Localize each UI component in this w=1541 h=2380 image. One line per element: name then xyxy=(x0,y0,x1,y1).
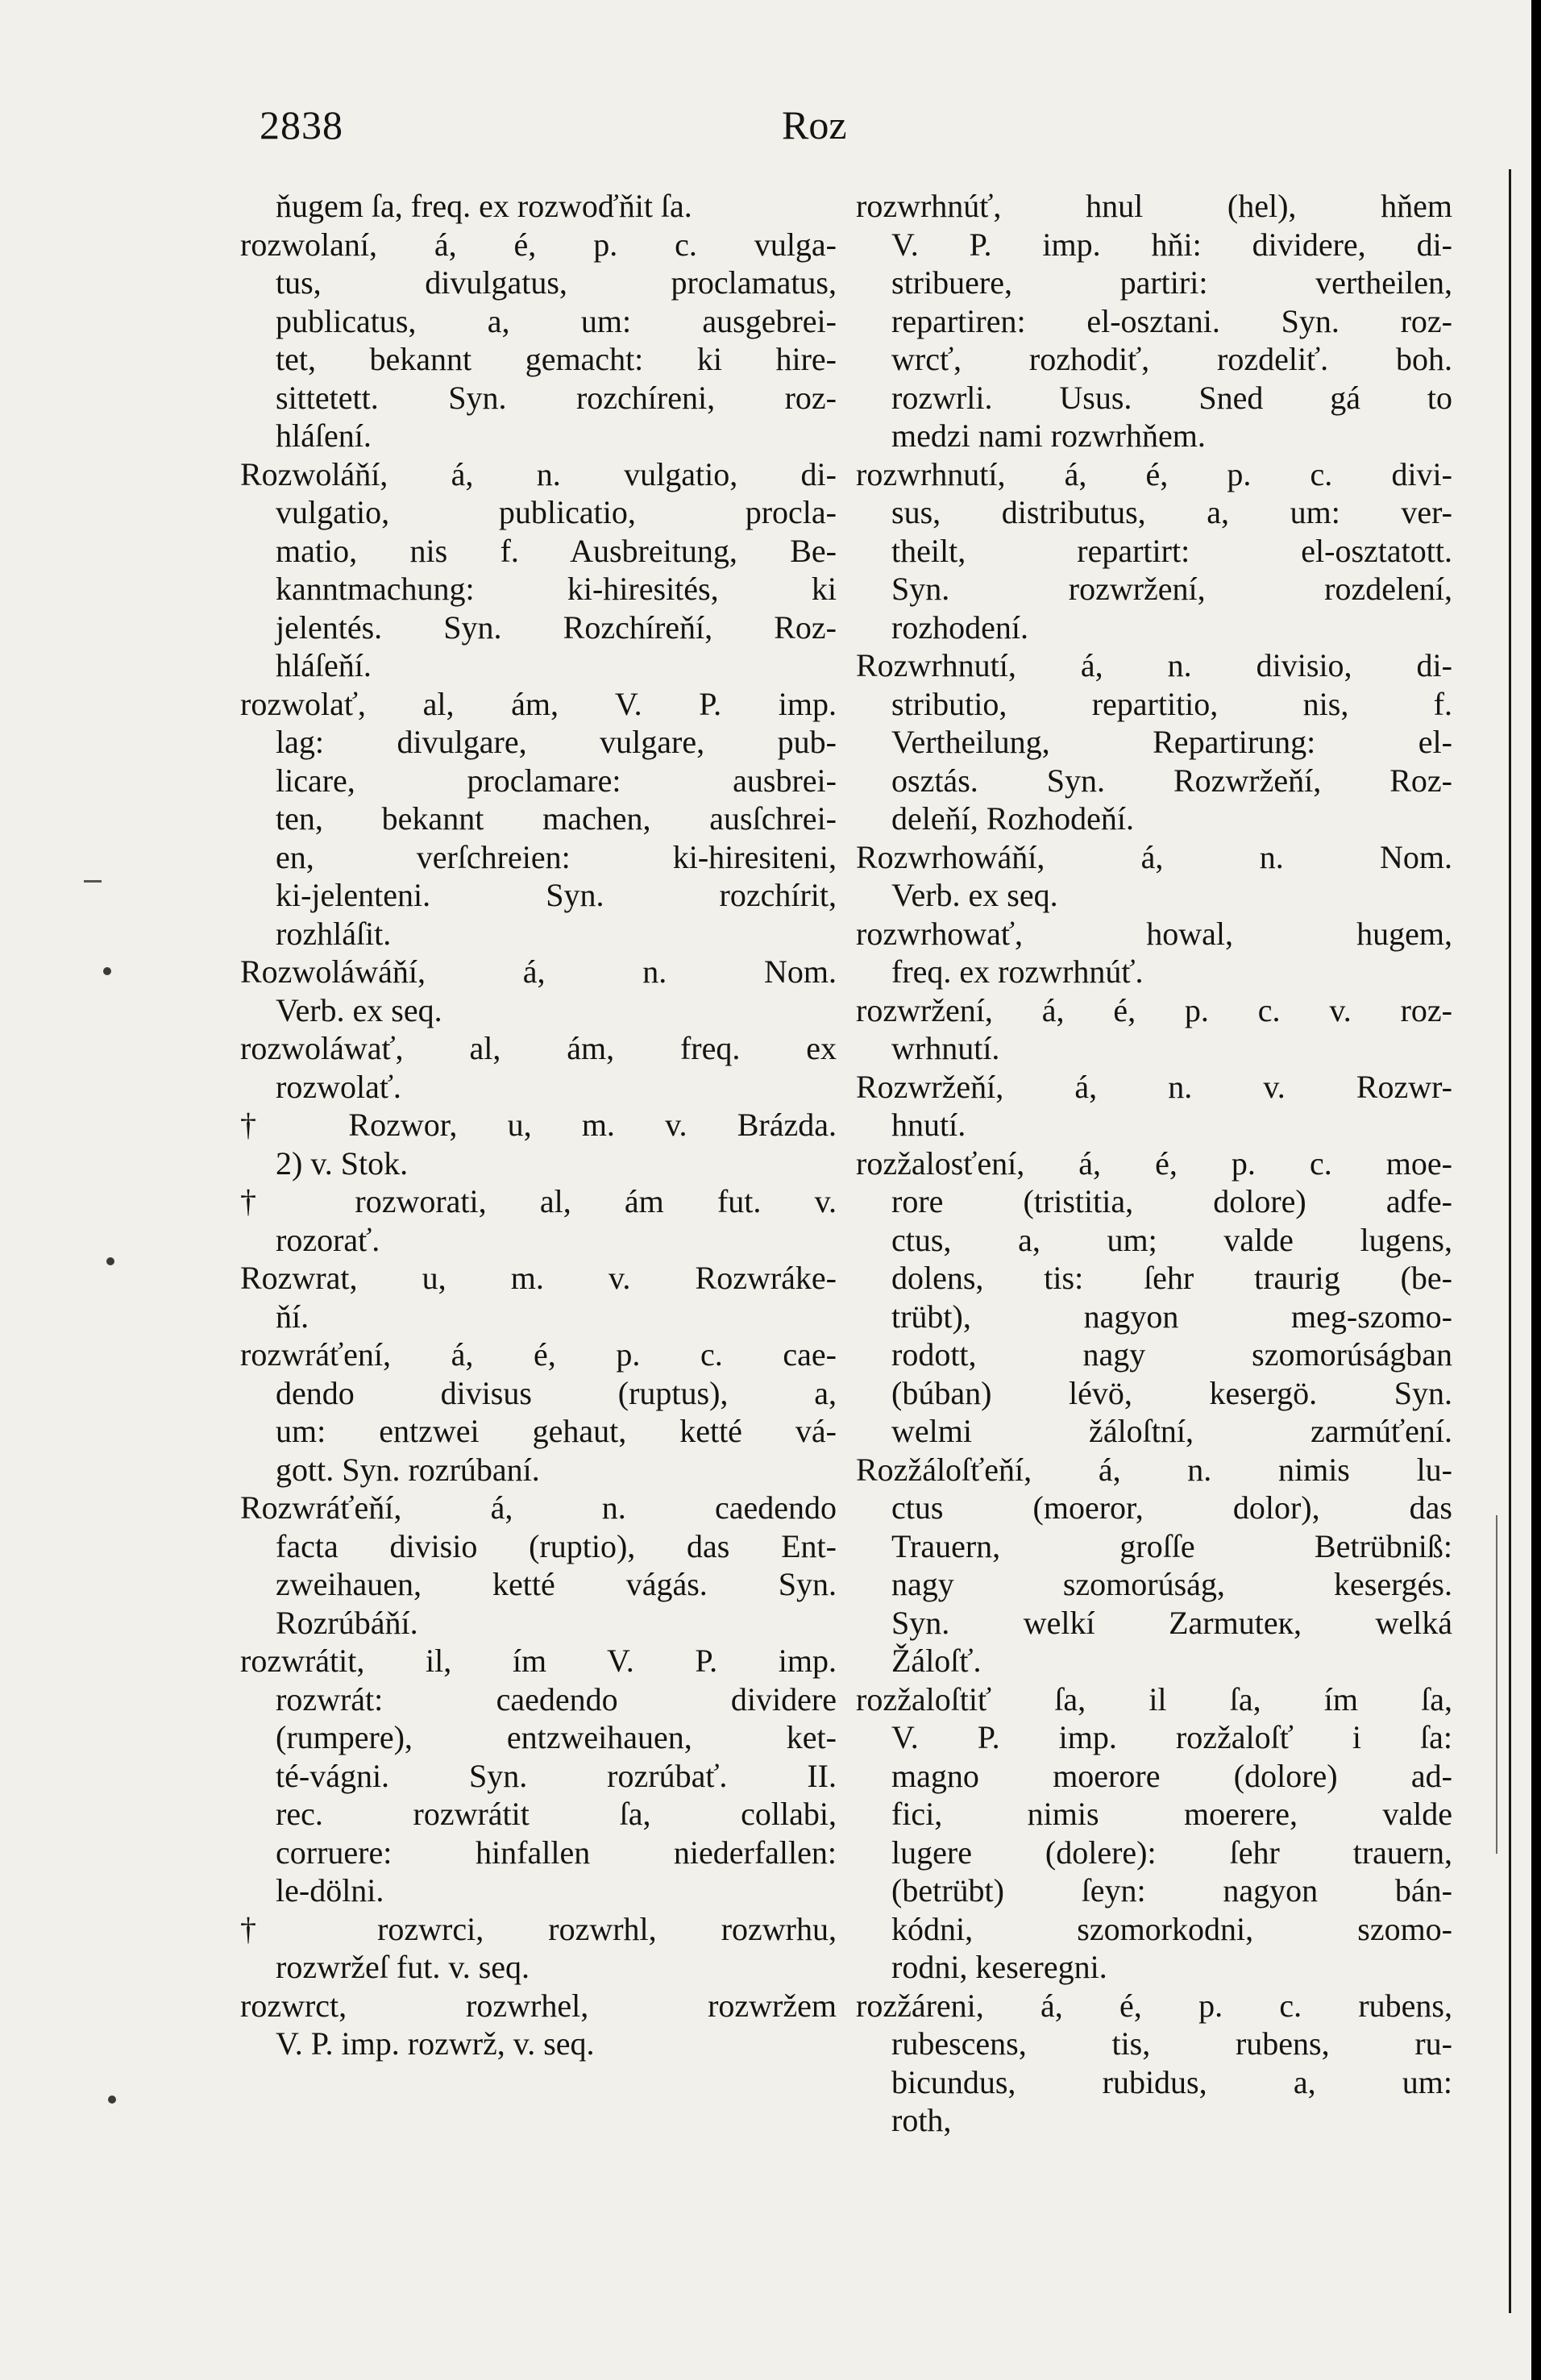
entry-line: rozwrhnutí, á, é, p. c. divi- xyxy=(856,455,1452,492)
entry-line: osztás. Syn. Rozwržeňí, Roz- xyxy=(891,762,1452,799)
entry-line: tus, divulgatus, proclamatus, xyxy=(276,264,837,301)
entry-line: sus, distributus, a, um: ver- xyxy=(891,494,1452,530)
entry-line: rozžalosťení, á, é, p. c. moe- xyxy=(856,1144,1452,1182)
entry-line: dendo divisus (ruptus), a, xyxy=(276,1374,837,1411)
entry-line: V. P. imp. rozžaloſť i ſa: xyxy=(891,1719,1452,1755)
entry-line: lag: divulgare, vulgare, pub- xyxy=(276,724,837,760)
binding-edge-line xyxy=(1509,169,1511,2313)
entry-line: rozwráťení, á, é, p. c. cae- xyxy=(240,1336,837,1373)
entry-line: theilt, repartirt: el-osztatott. xyxy=(891,532,1452,569)
entry-line: magno moerore (dolore) ad- xyxy=(891,1757,1452,1794)
entry-line: rozwrhowať, howal, hugem, xyxy=(856,915,1452,952)
entry-line: Vertheilung, Repartirung: el- xyxy=(891,724,1452,760)
entry-line: V. P. imp. rozwrž, v. seq. xyxy=(276,2025,595,2062)
entry-line: freq. ex rozwrhnúť. xyxy=(891,953,1144,990)
binding-shadow-line xyxy=(1496,1515,1497,1854)
entry-line: kódni, szomorkodni, szomo- xyxy=(891,1910,1452,1947)
entry-line: (búban) lévö, kesergö. Syn. xyxy=(891,1374,1452,1411)
entry-line: rozwoláwať, al, ám, freq. ex xyxy=(240,1030,837,1066)
entry-line: Žáloſť. xyxy=(891,1643,982,1679)
entry-line: Rozwoláňí, á, n. vulgatio, di- xyxy=(240,455,837,492)
entry-line: trübt), nagyon meg-szomo- xyxy=(891,1298,1452,1335)
entry-line: rec. rozwrátit ſa, collabi, xyxy=(276,1796,837,1832)
entry-line: Rozwrat, u, m. v. Rozwráke- xyxy=(240,1260,837,1296)
entry-line: ctus (moeror, dolor), das xyxy=(891,1489,1452,1526)
entry-line: medzi nami rozwrhňem. xyxy=(891,417,1206,454)
entry-line: rozwolaní, á, é, p. c. vulga- xyxy=(240,226,837,263)
entry-line: licare, proclamare: ausbrei- xyxy=(276,762,837,799)
entry-line: Trauern, groſſe Betrübniß: xyxy=(891,1527,1452,1564)
entry-line: Verb. ex seq. xyxy=(891,877,1058,913)
entry-line: † rozworati, al, ám fut. v. xyxy=(240,1183,837,1219)
entry-line: fici, nimis moerere, valde xyxy=(891,1796,1452,1832)
page-number: 2838 xyxy=(260,102,343,147)
entry-line: rozwolať, al, ám, V. P. imp. xyxy=(240,685,837,722)
entry-line: rodott, nagy szomorúságban xyxy=(891,1336,1452,1373)
entry-line: rubescens, tis, rubens, ru- xyxy=(891,2025,1452,2062)
page-speck xyxy=(106,1257,114,1265)
entry-line: † Rozwor, u, m. v. Brázda. xyxy=(240,1107,837,1143)
entry-line: rozwrhnúť, hnul (hel), hňem xyxy=(856,188,1452,224)
entry-line: matio, nis f. Ausbreitung, Be- xyxy=(276,532,837,569)
entry-line: welmi žáloſtní, zarmúťení. xyxy=(891,1413,1452,1449)
entry-line: lugere (dolere): ſehr trauern, xyxy=(891,1834,1452,1871)
entry-line: V. P. imp. hňi: dividere, di- xyxy=(891,226,1452,263)
entry-line: rozžaloſtiť ſa, il ſa, ím ſa, xyxy=(856,1680,1452,1718)
entry-line: le-dölni. xyxy=(276,1872,384,1909)
entry-line: rozhodení. xyxy=(891,608,1028,646)
entry-line: Rozwrhnutí, á, n. divisio, di- xyxy=(856,647,1452,683)
entry-line: gott. Syn. rozrúbaní. xyxy=(276,1451,540,1488)
entry-line: ňugem ſa, freq. ex rozwoďňit ſa. xyxy=(276,188,692,224)
entry-line: jelentés. Syn. Rozchíreňí, Roz- xyxy=(276,608,837,646)
entry-line: (betrübt) ſeyn: nagyon bán- xyxy=(891,1872,1452,1909)
entry-line: nagy szomorúság, kesergés. xyxy=(891,1566,1452,1602)
entry-line: rozorať. xyxy=(276,1221,380,1258)
entry-line: rozwrát: caedendo dividere xyxy=(276,1680,837,1718)
left-column xyxy=(240,187,837,2063)
entry-line: rozwrct, rozwrhel, rozwržem xyxy=(240,1987,837,2024)
entry-line: rozhláſit. xyxy=(276,915,392,952)
page-mark xyxy=(84,880,102,883)
entry-line: (rumpere), entzweihauen, ket- xyxy=(276,1719,837,1755)
entry-line: roth, xyxy=(891,2102,952,2138)
entry-line: tet, bekannt gemacht: ki hire- xyxy=(276,341,837,377)
page-speck xyxy=(108,2095,116,2104)
entry-line: rozwrátit, il, ím V. P. imp. xyxy=(240,1643,837,1679)
right-column xyxy=(856,187,1452,2140)
entry-line: 2) v. Stok. xyxy=(276,1144,409,1182)
entry-line: repartiren: el-osztani. Syn. roz- xyxy=(891,302,1452,339)
entry-line: † rozwrci, rozwrhl, rozwrhu, xyxy=(240,1910,837,1947)
entry-line: rozwržeſ fut. v. seq. xyxy=(276,1949,530,1985)
entry-line: sittetett. Syn. rozchíreni, roz- xyxy=(276,379,837,416)
running-head: Roz xyxy=(782,102,847,147)
entry-line: Rozwoláwáňí, á, n. Nom. xyxy=(240,953,837,990)
entry-line: corruere: hinfallen niederfallen: xyxy=(276,1834,837,1871)
entry-line: dolens, tis: ſehr traurig (be- xyxy=(891,1260,1452,1296)
entry-line: Syn. welkí Zarmuteк, welká xyxy=(891,1604,1452,1641)
entry-line: hláſeňí. xyxy=(276,647,372,683)
entry-line: kanntmachung: ki-hiresités, ki xyxy=(276,571,837,607)
entry-line: facta divisio (ruptio), das Ent- xyxy=(276,1527,837,1564)
entry-line: ctus, a, um; valde lugens, xyxy=(891,1221,1452,1258)
entry-line: té-vágni. Syn. rozrúbať. II. xyxy=(276,1757,837,1794)
entry-line: Rozwrhowáňí, á, n. Nom. xyxy=(856,838,1452,875)
entry-line: deleňí, Rozhodeňí. xyxy=(891,800,1135,837)
entry-line: rozžáreni, á, é, p. c. rubens, xyxy=(856,1987,1452,2024)
entry-line: um: entzwei gehaut, ketté vá- xyxy=(276,1413,837,1449)
entry-line: zweihauen, ketté vágás. Syn. xyxy=(276,1566,837,1602)
entry-line: hláſení. xyxy=(276,417,372,454)
entry-line: Syn. rozwržení, rozdelení, xyxy=(891,571,1452,607)
entry-line: rozwržení, á, é, p. c. v. roz- xyxy=(856,991,1452,1028)
entry-line: rozwrli. Usus. Sned gá to xyxy=(891,379,1452,416)
entry-line: stribuere, partiri: vertheilen, xyxy=(891,264,1452,301)
entry-line: rozwolať. xyxy=(276,1068,401,1105)
entry-line: Rozžáloſťeňí, á, n. nimis lu- xyxy=(856,1451,1452,1488)
entry-line: vulgatio, publicatio, procla- xyxy=(276,494,837,530)
entry-line: Rozrúbáňí. xyxy=(276,1604,418,1641)
entry-line: ki-jelenteni. Syn. rozchírit, xyxy=(276,877,837,913)
entry-line: wrhnutí. xyxy=(891,1030,1000,1066)
entry-line: en, verſchreien: ki-hiresiteni, xyxy=(276,838,837,875)
entry-line: stributio, repartitio, nis, f. xyxy=(891,685,1452,722)
entry-line: ten, bekannt machen, ausſchrei- xyxy=(276,800,837,837)
entry-line: publicatus, a, um: ausgebrei- xyxy=(276,302,837,339)
entry-line: hnutí. xyxy=(891,1107,966,1143)
entry-line: Rozwržeňí, á, n. v. Rozwr- xyxy=(856,1068,1452,1105)
entry-line: wrcť, rozhodiť, rozdeliť. boh. xyxy=(891,341,1452,377)
entry-line: bicundus, rubidus, a, um: xyxy=(891,2063,1452,2100)
entry-line: rodni, keseregni. xyxy=(891,1949,1107,1985)
entry-line: rore (tristitia, dolore) adfe- xyxy=(891,1183,1452,1219)
entry-line: Verb. ex seq. xyxy=(276,991,442,1028)
entry-line: Rozwráťeňí, á, n. caedendo xyxy=(240,1489,837,1526)
page-speck xyxy=(103,967,111,975)
entry-line: ňí. xyxy=(276,1298,309,1335)
